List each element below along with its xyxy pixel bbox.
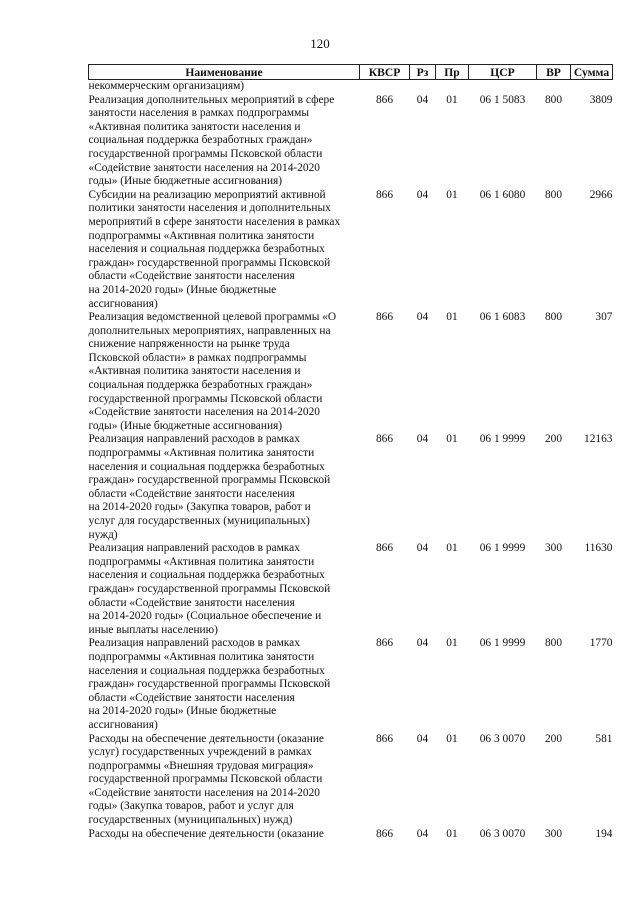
row-name-line: снижение напряженности на рынке труда	[88, 338, 290, 351]
row-name-cell	[89, 828, 360, 842]
row-kvsr-cell: 866	[375, 93, 394, 106]
row-name-line: на 2014-2020 годы» (Иные бюджетные	[88, 283, 277, 296]
row-name-line: нужд)	[88, 528, 118, 541]
table-row	[89, 733, 613, 828]
row-name-line: государственных (муниципальных) нужд)	[88, 814, 293, 827]
row-name-line: граждан» государственной программы Псковской	[88, 474, 331, 487]
row-name-line: государственной программы Псковской области	[88, 392, 323, 405]
page-number: 120	[310, 36, 330, 51]
row-name-cell	[89, 433, 360, 542]
row-name-cell	[89, 311, 360, 433]
row-name-line: «Содействие занятости населения на 2014-2020	[88, 406, 320, 419]
row-pr-cell: 01	[446, 732, 458, 745]
row-name-line: «Активная политика занятости населения и	[88, 365, 301, 378]
row-name-line: ассигнования)	[88, 718, 158, 731]
row-sum-cell: 1770	[589, 637, 613, 650]
row-rz-cell: 04	[416, 637, 429, 650]
row-pr-cell: 01	[446, 188, 458, 201]
row-name-line: «Активная политика занятости населения и	[88, 120, 301, 133]
row-name-line: области «Содействие занятости населения	[88, 691, 295, 704]
table-header-row	[89, 65, 613, 80]
row-name-line: государственной программы Псковской области	[88, 147, 323, 160]
row-name-line: на 2014-2020 годы» (Социальное обеспечение и	[88, 610, 322, 623]
row-csr-cell: 06 1 6083	[479, 311, 526, 324]
table-row	[89, 637, 613, 732]
row-rz-cell: 04	[416, 311, 429, 324]
row-name-line: «Содействие занятости населения на 2014-2020	[88, 786, 320, 799]
row-name-line: дополнительных мероприятиях, направленных на	[88, 324, 331, 337]
row-name-line: политики занятости населения и дополнительных	[88, 202, 331, 215]
row-name-line: социальная поддержка безработных граждан»	[88, 134, 313, 147]
row-pr-cell: 01	[446, 542, 458, 555]
row-pr-cell: 01	[446, 311, 458, 324]
row-name-line: на 2014-2020 годы» (Иные бюджетные	[88, 705, 277, 718]
row-name-line: подпрограммы «Активная политика занятости	[88, 229, 315, 242]
row-name-line: Реализация направлений расходов в рамках	[88, 433, 300, 446]
row-name-line: населения и социальная поддержка безработных	[88, 569, 325, 582]
row-name-cell	[89, 733, 360, 828]
row-sum-cell: 12163	[584, 433, 613, 446]
table-row	[89, 542, 613, 637]
row-pr-cell: 01	[446, 637, 458, 650]
table-row	[89, 94, 613, 189]
row-name-line: области «Содействие занятости населения	[88, 487, 295, 500]
row-name-line: годы» (Закупка товаров, работ и услуг для	[88, 800, 294, 813]
row-pr-cell: 01	[446, 433, 458, 446]
row-name-line: граждан» государственной программы Псковской	[88, 678, 331, 691]
row-rz-cell: 04	[416, 827, 429, 840]
row-rz-cell: 04	[416, 93, 429, 106]
row-kvsr-cell: 866	[375, 311, 394, 324]
row-sum-cell: 2966	[589, 188, 613, 201]
col-header-pr: Пр	[436, 65, 469, 80]
row-name-line: населения и социальная поддержка безработных	[88, 664, 325, 677]
row-name-line: Расходы на обеспечение деятельности (оказание	[88, 827, 324, 840]
table-row	[89, 311, 613, 433]
row-name-line: иные выплаты населению)	[88, 623, 218, 636]
row-name-line: подпрограммы «Активная политика занятости	[88, 447, 315, 460]
row-name-cell	[89, 94, 360, 189]
row-sum-cell: 11630	[584, 542, 613, 555]
row-vr-cell: 800	[544, 311, 563, 324]
row-name-line: Расходы на обеспечение деятельности (оказание	[88, 732, 324, 745]
continuation-row	[89, 80, 613, 94]
row-name-line: Псковской области» в рамках подпрограммы	[88, 351, 307, 364]
row-csr-cell: 06 1 9999	[479, 542, 526, 555]
row-name-line: Реализация направлений расходов в рамках	[88, 542, 300, 555]
row-kvsr-cell: 866	[375, 433, 394, 446]
row-name-line: подпрограммы «Активная политика занятости	[88, 555, 315, 568]
row-name-cell	[89, 542, 360, 637]
row-csr-cell: 06 1 9999	[479, 433, 526, 446]
row-name-line: на 2014-2020 годы» (Закупка товаров, работ и	[88, 501, 311, 514]
row-sum-cell: 3809	[589, 93, 613, 106]
row-name-line: Реализация ведомственной целевой программы «О	[88, 311, 337, 324]
row-name-line: занятости населения в рамках подпрограммы	[88, 107, 309, 120]
row-name-line: услуг для государственных (муниципальных)	[88, 515, 310, 527]
row-name-cell	[89, 637, 360, 732]
col-header-kvsr: КВСР	[360, 65, 410, 80]
row-name-line: Реализация дополнительных мероприятий в сфере	[88, 93, 335, 106]
row-csr-cell: 06 1 9999	[479, 637, 526, 650]
row-name-line: граждан» государственной программы Псковской	[88, 256, 331, 269]
row-sum-cell: 194	[595, 827, 613, 840]
row-vr-cell: 800	[544, 637, 563, 650]
row-csr-cell: 06 3 0070	[479, 732, 526, 745]
row-name-line: населения и социальная поддержка безработных	[88, 460, 325, 473]
row-vr-cell: 800	[544, 188, 563, 201]
row-name-line: социальная поддержка безработных граждан»	[88, 379, 313, 392]
col-header-vr: ВР	[537, 65, 571, 80]
row-name-line: государственной программы Псковской области	[88, 773, 323, 786]
row-name-line: годы» (Иные бюджетные ассигнования)	[88, 419, 283, 432]
table-row	[89, 828, 613, 842]
row-name-line: граждан» государственной программы Псковской	[88, 582, 331, 595]
row-name-line: «Содействие занятости населения на 2014-2020	[88, 161, 320, 174]
row-name-line: мероприятий в сфере занятости населения в рамках	[88, 215, 341, 228]
row-rz-cell: 04	[416, 732, 429, 745]
row-name-line: области «Содействие занятости населения	[88, 596, 295, 609]
row-vr-cell: 200	[544, 732, 563, 745]
row-pr-cell: 01	[446, 827, 458, 840]
table-row	[89, 189, 613, 311]
row-name-line: подпрограммы «Внешняя трудовая миграция»	[88, 759, 314, 772]
row-rz-cell: 04	[416, 188, 429, 201]
row-name-line: Реализация направлений расходов в рамках	[88, 637, 300, 650]
row-name-line: Субсидии на реализацию мероприятий активной	[88, 188, 326, 201]
row-name-line: области «Содействие занятости населения	[88, 270, 295, 283]
row-name-line: годы» (Иные бюджетные ассигнования)	[88, 175, 283, 188]
row-name-line: ассигнования)	[88, 297, 158, 310]
row-name-line: населения и социальная поддержка безработных	[88, 243, 325, 256]
row-csr-cell: 06 1 5083	[479, 93, 526, 106]
col-header-csr: ЦСР	[469, 65, 537, 80]
row-vr-cell: 300	[544, 542, 563, 555]
row-csr-cell: 06 1 6080	[479, 188, 526, 201]
budget-table	[88, 64, 613, 841]
row-rz-cell: 04	[416, 433, 429, 446]
row-csr-cell: 06 3 0070	[479, 827, 526, 840]
row-kvsr-cell: 866	[375, 542, 394, 555]
row-vr-cell: 300	[544, 827, 563, 840]
row-kvsr-cell: 866	[375, 827, 394, 840]
row-sum-cell: 581	[595, 732, 613, 745]
row-kvsr-cell: 866	[375, 637, 394, 650]
col-header-name: Наименование	[89, 65, 360, 80]
row-rz-cell: 04	[416, 542, 429, 555]
col-header-rz: Рз	[410, 65, 436, 80]
row-vr-cell: 200	[544, 433, 563, 446]
continuation-text: некоммерческим организациям)	[88, 80, 245, 92]
row-name-cell	[89, 189, 360, 311]
table-row	[89, 433, 613, 542]
row-sum-cell: 307	[595, 311, 613, 324]
row-name-line: подпрограммы «Активная политика занятости	[88, 650, 315, 663]
row-kvsr-cell: 866	[375, 732, 394, 745]
row-vr-cell: 800	[544, 93, 563, 106]
row-name-line: услуг) государственных учреждений в рамках	[88, 746, 312, 759]
row-pr-cell: 01	[446, 93, 458, 106]
row-kvsr-cell: 866	[375, 188, 394, 201]
col-header-sum: Сумма	[571, 65, 613, 80]
